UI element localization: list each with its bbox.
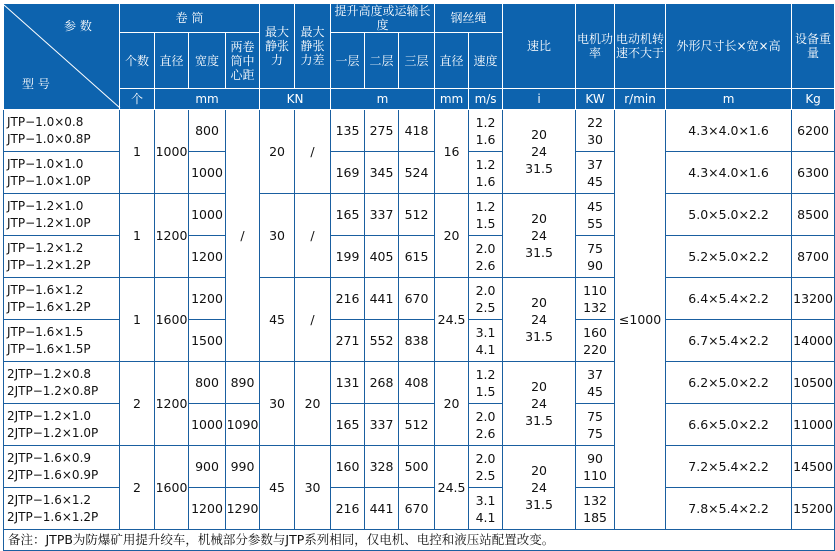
weight-cell: 14500	[792, 446, 835, 488]
speed-ratio-value: 24	[531, 396, 548, 411]
model-cell	[4, 110, 120, 152]
rope-speed-value: 2.5	[475, 299, 496, 315]
footnote: 备注：JTPB为防爆矿用提升绞车，机械部分参数与JTP系列相同，仅电机、电控和液压站配置改变。	[4, 530, 835, 551]
rope-speed-value: 4.1	[475, 341, 496, 357]
max-tension-cell: 20	[260, 110, 295, 194]
drum-width-cell: 800	[189, 110, 226, 152]
params-label: 参 数	[64, 19, 92, 33]
drum-diameter-cell: 1600	[155, 446, 189, 530]
drum-width-cell: 1200	[189, 236, 226, 278]
motor-power-value: 90	[587, 450, 604, 466]
weight-cell: 10500	[792, 362, 835, 404]
drum-width-cell: 1200	[189, 278, 226, 320]
unit-kw: KW	[576, 89, 615, 110]
model-cell	[4, 152, 120, 194]
rope-diameter-cell: 16	[435, 110, 469, 194]
dimensions-cell: 5.0×5.0×2.2	[666, 194, 792, 236]
model-cell	[4, 236, 120, 278]
layer1-cell: 135	[331, 110, 365, 152]
rope-speed-cell	[469, 320, 503, 362]
rope-speed-cell	[469, 362, 503, 404]
rope-speed-cell	[469, 110, 503, 152]
dimensions-cell: 7.2×5.4×2.2	[666, 446, 792, 488]
layer1-cell: 216	[331, 488, 365, 530]
speed-ratio-value: 31.5	[525, 413, 553, 428]
rope-speed-value: 2.0	[475, 450, 496, 466]
layer1-cell: 216	[331, 278, 365, 320]
layer2-cell: 405	[365, 236, 399, 278]
layer2-cell: 441	[365, 488, 399, 530]
weight-cell: 8500	[792, 194, 835, 236]
weight-cell: 11000	[792, 404, 835, 446]
model-name: 2JTP−1.6×0.9P	[7, 467, 99, 482]
model-cell	[4, 446, 120, 488]
rope-speed-cell	[469, 194, 503, 236]
rope-speed-cell	[469, 236, 503, 278]
model-cell	[4, 194, 120, 236]
max-tension-cell: 45	[260, 446, 295, 530]
dimensions-cell: 6.4×5.4×2.2	[666, 278, 792, 320]
table-row	[4, 446, 835, 488]
motor-power-header: 电机功率	[576, 4, 615, 89]
drum-count-cell: 2	[120, 362, 155, 446]
layer3-cell: 670	[399, 278, 435, 320]
max-tension-diff-cell: /	[295, 110, 331, 194]
rope-speed-cell	[469, 278, 503, 320]
layer1-cell: 131	[331, 362, 365, 404]
model-name: JTP−1.2×1.0	[7, 198, 84, 213]
layer3-cell: 512	[399, 194, 435, 236]
layer2-cell: 328	[365, 446, 399, 488]
motor-power-value: 75	[587, 240, 604, 256]
motor-power-value: 110	[583, 467, 607, 483]
dimensions-header: 外形尺寸长×宽×高	[666, 4, 792, 89]
speed-ratio-header: 速比	[503, 4, 576, 89]
max-tension-cell: 30	[260, 362, 295, 446]
dimensions-cell: 6.2×5.0×2.2	[666, 362, 792, 404]
speed-ratio-cell	[503, 446, 576, 530]
table-row	[4, 194, 835, 236]
model-label: 型 号	[22, 77, 50, 91]
speed-ratio-value: 31.5	[525, 329, 553, 344]
speed-ratio-value: 20	[531, 211, 548, 226]
rope-speed-value: 1.5	[475, 383, 496, 399]
drum-width-cell: 900	[189, 446, 226, 488]
motor-power-value: 22	[587, 114, 604, 130]
table-row	[4, 110, 835, 152]
corner-header	[4, 4, 120, 110]
layer1-cell: 165	[331, 194, 365, 236]
weight-cell: 15200	[792, 488, 835, 530]
drum-count-cell: 1	[120, 278, 155, 362]
speed-ratio-value: 24	[531, 312, 548, 327]
motor-power-cell	[576, 236, 615, 278]
unit-ms: m/s	[469, 89, 503, 110]
dimensions-cell: 4.3×4.0×1.6	[666, 152, 792, 194]
rope-speed-value: 2.0	[475, 408, 496, 424]
drum-width-header: 宽度	[189, 33, 226, 89]
layer2-cell: 441	[365, 278, 399, 320]
rope-speed-value: 3.1	[475, 492, 496, 508]
rope-speed-value: 1.2	[475, 366, 496, 382]
motor-power-value: 45	[587, 198, 604, 214]
motor-power-cell	[576, 152, 615, 194]
rope-speed-value: 1.2	[475, 114, 496, 130]
unit-rope-mm: mm	[435, 89, 469, 110]
motor-power-value: 55	[587, 215, 604, 231]
wire-rope-header: 钢丝绳	[435, 4, 503, 33]
center-distance-cell: 990	[226, 446, 260, 488]
motor-power-cell	[576, 320, 615, 362]
speed-ratio-cell	[503, 278, 576, 362]
layer1-cell: 165	[331, 404, 365, 446]
rope-speed-cell	[469, 152, 503, 194]
drum-width-cell: 800	[189, 362, 226, 404]
unit-m: m	[331, 89, 435, 110]
rope-diameter-cell: 20	[435, 194, 469, 278]
layer3-cell: 500	[399, 446, 435, 488]
layer1-cell: 169	[331, 152, 365, 194]
motor-power-cell	[576, 404, 615, 446]
table-row	[4, 362, 835, 404]
model-name: 2JTP−1.2×0.8P	[7, 383, 99, 398]
rope-diameter-header: 直径	[435, 33, 469, 89]
unit-count: 个	[120, 89, 155, 110]
model-name: JTP−1.2×1.2	[7, 240, 84, 255]
dimensions-cell: 5.2×5.0×2.2	[666, 236, 792, 278]
weight-cell: 6300	[792, 152, 835, 194]
motor-power-value: 37	[587, 156, 604, 172]
table-row	[4, 278, 835, 320]
unit-kn: KN	[260, 89, 331, 110]
dimensions-cell: 6.7×5.4×2.2	[666, 320, 792, 362]
model-name: JTP−1.0×1.0	[7, 156, 84, 171]
max-tension-diff-cell: 30	[295, 446, 331, 530]
model-name: JTP−1.0×1.0P	[7, 173, 91, 188]
motor-speed-cell: ≤1000	[615, 110, 666, 530]
lift-height-header: 提升高度或运输长度	[331, 4, 435, 33]
layer2-header: 二层	[365, 33, 399, 89]
model-name: 2JTP−1.6×1.2	[7, 492, 92, 507]
weight-header: 设备重量	[792, 4, 835, 89]
rope-speed-value: 3.1	[475, 324, 496, 340]
layer3-cell: 670	[399, 488, 435, 530]
max-tension-diff-cell: 20	[295, 362, 331, 446]
rope-speed-value: 1.5	[475, 215, 496, 231]
model-name: 2JTP−1.6×1.2P	[7, 509, 99, 524]
max-tension-cell: 30	[260, 194, 295, 278]
model-cell	[4, 404, 120, 446]
motor-power-value: 90	[587, 257, 604, 273]
max-tension-diff-cell: /	[295, 278, 331, 362]
drum-diameter-cell: 1000	[155, 110, 189, 194]
diagonal-line	[4, 5, 120, 108]
max-static-tension-header: 最大静张力	[260, 4, 295, 89]
motor-power-value: 160	[583, 324, 607, 340]
speed-ratio-value: 24	[531, 144, 548, 159]
motor-power-cell	[576, 446, 615, 488]
speed-ratio-value: 24	[531, 228, 548, 243]
rope-speed-value: 2.6	[475, 425, 496, 441]
motor-speed-header: 电动机转速不大于	[615, 4, 666, 89]
speed-ratio-value: 20	[531, 127, 548, 142]
layer3-cell: 615	[399, 236, 435, 278]
speed-ratio-value: 31.5	[525, 161, 553, 176]
speed-ratio-cell	[503, 194, 576, 278]
layer3-cell: 408	[399, 362, 435, 404]
motor-power-value: 185	[583, 509, 607, 525]
model-cell	[4, 488, 120, 530]
drum-width-cell: 1000	[189, 404, 226, 446]
rope-diameter-cell: 24.5	[435, 446, 469, 530]
layer3-cell: 838	[399, 320, 435, 362]
weight-cell: 14000	[792, 320, 835, 362]
unit-kg: Kg	[792, 89, 835, 110]
unit-mm: mm	[155, 89, 260, 110]
model-name: JTP−1.6×1.2	[7, 282, 84, 297]
unit-i: i	[503, 89, 576, 110]
table-body	[4, 110, 835, 530]
motor-power-cell	[576, 110, 615, 152]
motor-power-cell	[576, 362, 615, 404]
layer3-cell: 418	[399, 110, 435, 152]
rope-speed-value: 2.5	[475, 467, 496, 483]
weight-cell: 8700	[792, 236, 835, 278]
model-cell	[4, 320, 120, 362]
unit-dimension-m: m	[666, 89, 792, 110]
model-cell	[4, 278, 120, 320]
drum-diameter-cell: 1600	[155, 278, 189, 362]
motor-power-value: 132	[583, 299, 607, 315]
speed-ratio-cell	[503, 362, 576, 446]
drum-count-cell: 2	[120, 446, 155, 530]
spec-table	[3, 3, 835, 551]
rope-speed-value: 1.2	[475, 156, 496, 172]
rope-diameter-cell: 24.5	[435, 278, 469, 362]
layer2-cell: 268	[365, 362, 399, 404]
speed-ratio-value: 20	[531, 463, 548, 478]
rope-speed-cell	[469, 404, 503, 446]
rope-speed-header: 速度	[469, 33, 503, 89]
center-distance-cell: /	[226, 110, 260, 362]
motor-power-cell	[576, 278, 615, 320]
drum-count-cell: 1	[120, 194, 155, 278]
rope-speed-value: 2.6	[475, 257, 496, 273]
speed-ratio-value: 20	[531, 379, 548, 394]
rope-speed-value: 1.2	[475, 198, 496, 214]
layer1-header: 一层	[331, 33, 365, 89]
motor-power-cell	[576, 194, 615, 236]
center-distance-cell: 1090	[226, 404, 260, 446]
speed-ratio-value: 31.5	[525, 497, 553, 512]
rope-speed-value: 1.6	[475, 131, 496, 147]
model-name: JTP−1.0×0.8P	[7, 131, 91, 146]
center-distance-cell: 890	[226, 362, 260, 404]
model-name: 2JTP−1.2×1.0	[7, 408, 92, 423]
rope-diameter-cell: 20	[435, 362, 469, 446]
dimensions-cell: 6.6×5.0×2.2	[666, 404, 792, 446]
model-name: JTP−1.0×0.8	[7, 114, 84, 129]
weight-cell: 6200	[792, 110, 835, 152]
rope-speed-value: 4.1	[475, 509, 496, 525]
unit-rpm: r/min	[615, 89, 666, 110]
layer2-cell: 337	[365, 194, 399, 236]
model-name: JTP−1.6×1.5	[7, 324, 84, 339]
layer1-cell: 160	[331, 446, 365, 488]
drum-diameter-cell: 1200	[155, 362, 189, 446]
model-name: 2JTP−1.6×0.9	[7, 450, 92, 465]
rope-speed-value: 2.0	[475, 282, 496, 298]
motor-power-value: 45	[587, 383, 604, 399]
layer3-header: 三层	[399, 33, 435, 89]
motor-power-cell	[576, 488, 615, 530]
layer2-cell: 552	[365, 320, 399, 362]
motor-power-value: 75	[587, 408, 604, 424]
drum-center-distance-header: 两卷筒中心距	[226, 33, 260, 89]
drum-width-cell: 1500	[189, 320, 226, 362]
center-distance-cell: 1290	[226, 488, 260, 530]
rope-speed-cell	[469, 488, 503, 530]
drum-header: 卷 筒	[120, 4, 260, 33]
drum-width-cell: 1000	[189, 194, 226, 236]
drum-diameter-cell: 1200	[155, 194, 189, 278]
drum-width-cell: 1000	[189, 152, 226, 194]
layer2-cell: 337	[365, 404, 399, 446]
max-tension-diff-cell: /	[295, 194, 331, 278]
model-name: JTP−1.6×1.5P	[7, 341, 91, 356]
dimensions-cell: 4.3×4.0×1.6	[666, 110, 792, 152]
layer2-cell: 275	[365, 110, 399, 152]
motor-power-value: 75	[587, 425, 604, 441]
rope-speed-value: 2.0	[475, 240, 496, 256]
max-static-tension-diff-header: 最大静张力差	[295, 4, 331, 89]
speed-ratio-value: 31.5	[525, 245, 553, 260]
model-name: JTP−1.2×1.0P	[7, 215, 91, 230]
motor-power-value: 110	[583, 282, 607, 298]
layer3-cell: 524	[399, 152, 435, 194]
layer2-cell: 345	[365, 152, 399, 194]
layer1-cell: 199	[331, 236, 365, 278]
model-name: JTP−1.2×1.2P	[7, 257, 91, 272]
drum-diameter-header: 直径	[155, 33, 189, 89]
model-cell	[4, 362, 120, 404]
rope-speed-value: 1.6	[475, 173, 496, 189]
dimensions-cell: 7.8×5.4×2.2	[666, 488, 792, 530]
drum-count-cell: 1	[120, 110, 155, 194]
drum-width-cell: 1200	[189, 488, 226, 530]
motor-power-value: 220	[583, 341, 607, 357]
motor-power-value: 132	[583, 492, 607, 508]
motor-power-value: 37	[587, 366, 604, 382]
model-name: 2JTP−1.2×1.0P	[7, 425, 99, 440]
rope-speed-cell	[469, 446, 503, 488]
speed-ratio-value: 20	[531, 295, 548, 310]
layer1-cell: 271	[331, 320, 365, 362]
model-name: 2JTP−1.2×0.8	[7, 366, 92, 381]
model-name: JTP−1.6×1.2P	[7, 299, 91, 314]
motor-power-value: 30	[587, 131, 604, 147]
speed-ratio-value: 24	[531, 480, 548, 495]
speed-ratio-cell	[503, 110, 576, 194]
max-tension-cell: 45	[260, 278, 295, 362]
weight-cell: 13200	[792, 278, 835, 320]
motor-power-value: 45	[587, 173, 604, 189]
drum-count-header: 个数	[120, 33, 155, 89]
layer3-cell: 512	[399, 404, 435, 446]
